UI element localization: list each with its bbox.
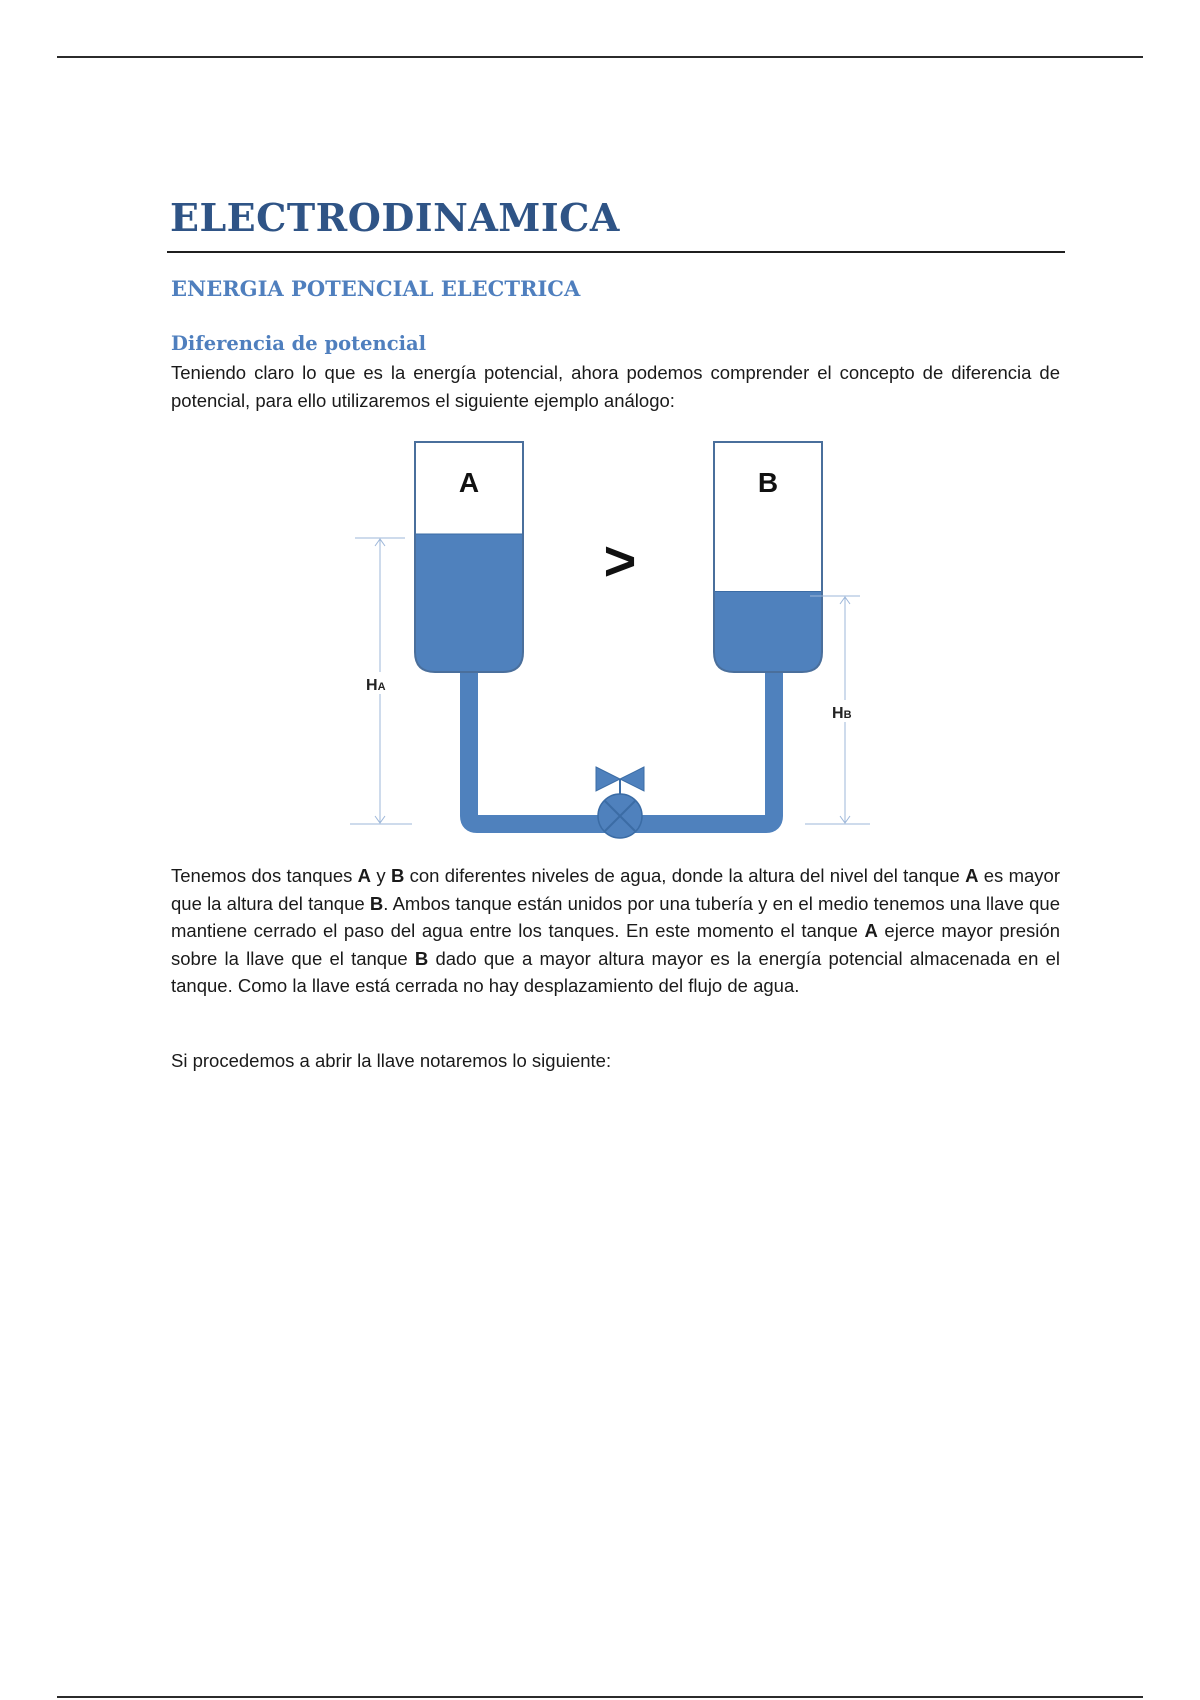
tank-a-water [415, 534, 523, 672]
top-rule [57, 56, 1143, 58]
body-bold-b-1: B [390, 865, 405, 886]
subsection-heading: Diferencia de potencial [171, 332, 427, 355]
comparison-symbol: > [603, 529, 637, 592]
body-text-4: es mayor que la altura del tanque [171, 865, 1061, 914]
height-a-label: HA [366, 677, 386, 694]
body-bold-a-3: A [864, 920, 878, 941]
tank-b [714, 442, 822, 672]
body-text-6: ejerce mayor presión sobre la llave que el tanque [171, 920, 1060, 969]
valve-icon [596, 767, 644, 838]
intro-paragraph: Teniendo claro lo que es la energía potencial, ahora podemos comprender el concepto de diferencia de potencial, para ello utilizaremos el siguiente ejemplo análogo: [171, 362, 1060, 411]
title-rule [167, 251, 1065, 253]
body-bold-b-2: B [369, 892, 384, 914]
tank-a [415, 442, 523, 672]
bottom-rule [57, 1696, 1143, 1698]
body-text-5: . Ambos tanque están unidos por una tubería y en el medio tenemos una llave que mantiene cerrado el paso del agua entre los tanques. En este momento el tanque [171, 892, 1061, 941]
tank-a-label: A [458, 467, 480, 498]
body-text-2: y [371, 865, 391, 886]
closing-paragraph: Si procedemos a abrir la llave notaremos lo siguiente: [171, 1050, 612, 1071]
body-bold-a-1: A [357, 865, 372, 886]
tanks-diagram-svg [340, 432, 900, 840]
height-a-dimension [350, 538, 412, 824]
tanks-diagram [340, 432, 900, 840]
section-heading: ENERGIA POTENCIAL ELECTRICA [171, 276, 581, 301]
tank-b-water [714, 592, 822, 673]
body-text-1: Tenemos dos tanques [171, 865, 358, 886]
tank-b-label: B [757, 467, 779, 498]
body-text-3: con diferentes niveles de agua, donde la altura del nivel del tanque [404, 865, 966, 886]
height-b-label: HB [832, 705, 852, 722]
body-text-7: dado que a mayor altura mayor es la energía potencial almacenada en el tanque. Como la llave está cerrada no hay desplazamiento del flujo de agua. [171, 947, 1060, 996]
body-bold-a-2: A [965, 865, 979, 886]
page-title: ELECTRODINAMICA [170, 195, 620, 240]
body-paragraph [171, 862, 1060, 1000]
body-bold-b-3: B [414, 947, 429, 969]
